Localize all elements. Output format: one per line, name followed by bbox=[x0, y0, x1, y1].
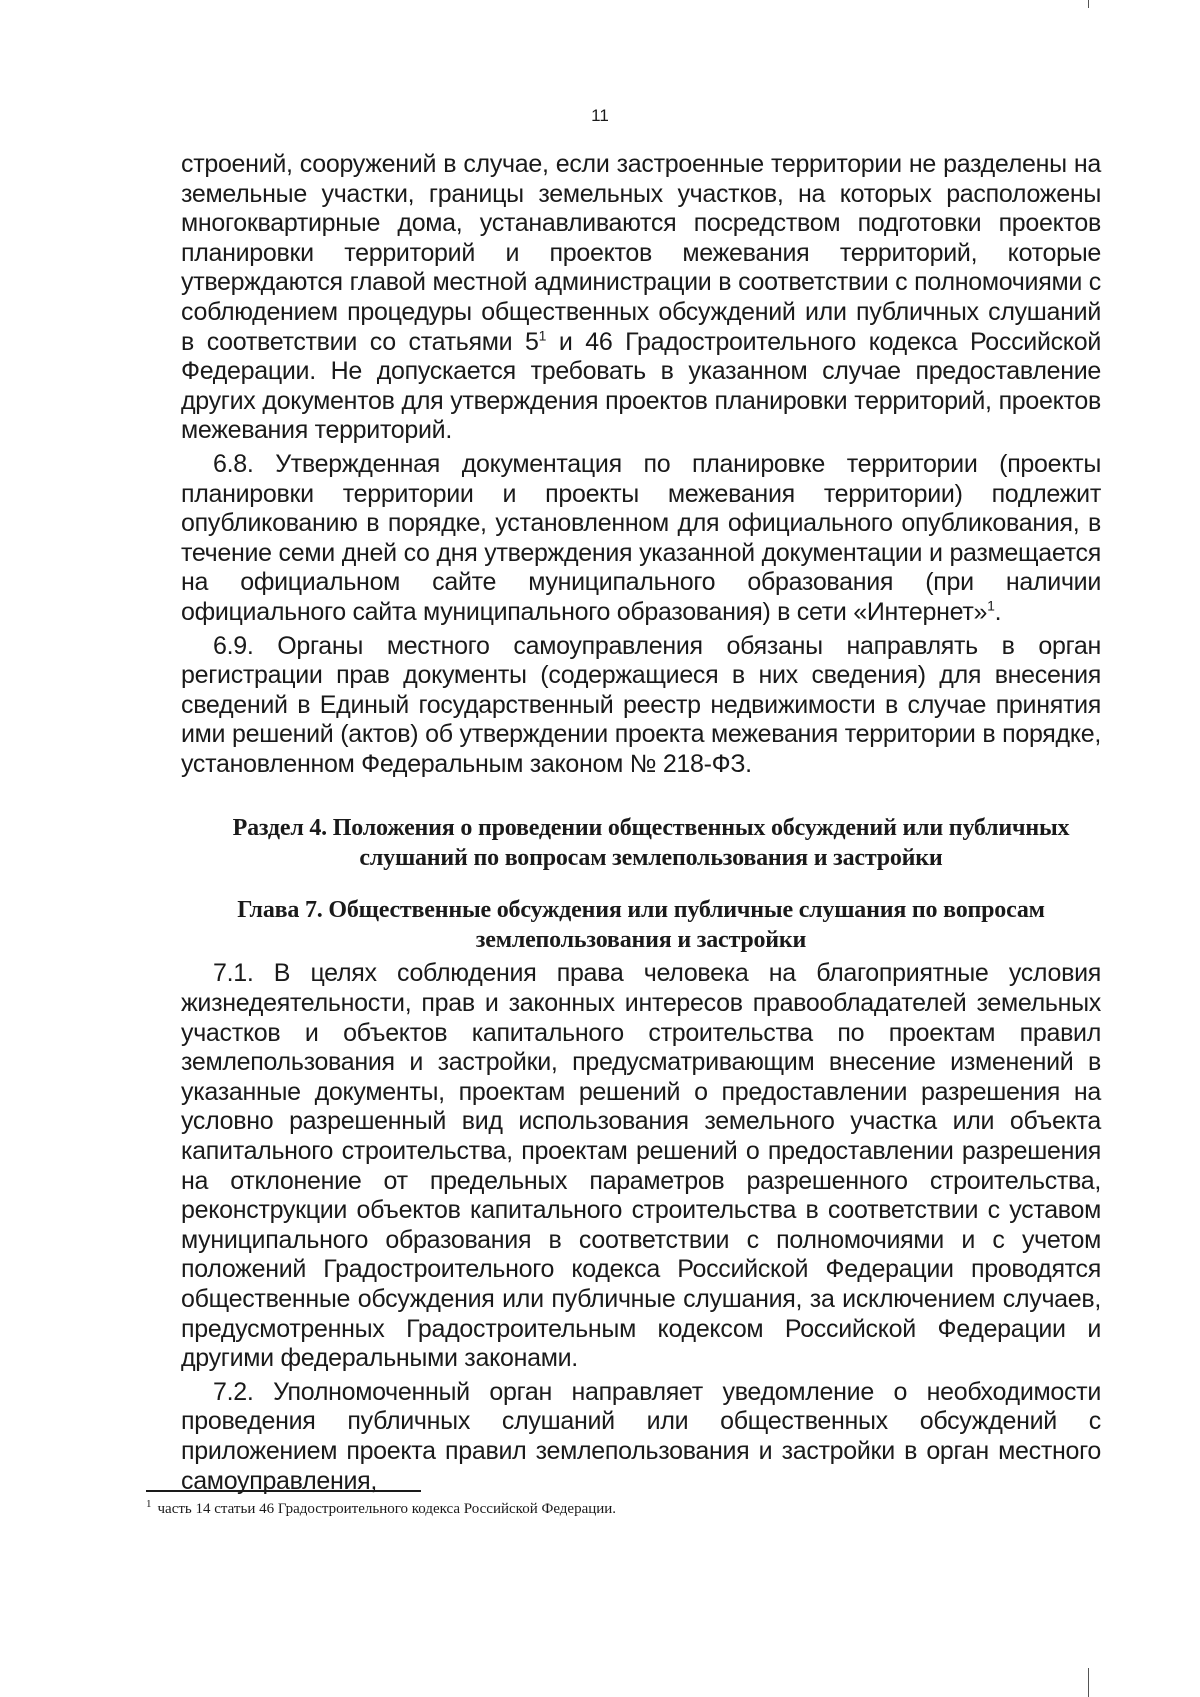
paragraph-text-tail: . bbox=[994, 597, 1002, 626]
footnote-reference: 1 bbox=[987, 597, 995, 614]
paragraph-7-2: 7.2. Уполномоченный орган направляет уведомление о необходимости проведения публичных слушаний или общественных обсуждений с приложением проекта правил землепользования и застройки в орган местного самоуправления, bbox=[181, 1377, 1101, 1495]
footnote bbox=[146, 1500, 616, 1518]
paragraph-text: 6.8. Утвержденная документация по планировке территории (проекты планировки территории и проекты межевания территории) подлежит опубликованию в порядке, установленном для официального опубликования, в течение семи дней со дня утверждения указанной документации и размещается на официальном сайте муниципального образования (при наличии официального сайта муниципального образования) в сети «Интернет» bbox=[181, 449, 1101, 626]
paragraph-6-9: 6.9. Органы местного самоуправления обязаны направлять в орган регистрации прав документы (содержащиеся в них сведения) для внесения сведений в Единый государственный реестр недвижимости в случае принятия ими решений (актов) об утверждении проекта межевания территории в порядке, установленном Федеральным законом № 218-ФЗ. bbox=[181, 631, 1101, 778]
scan-artifact bbox=[1088, 0, 1089, 8]
section-heading: Раздел 4. Положения о проведении общественных обсуждений или публичных слушаний по вопросам землепользования и застройки bbox=[232, 815, 1070, 872]
paragraph-7-1: 7.1. В целях соблюдения права человека на благоприятные условия жизнедеятельности, прав и законных интересов правообладателей земельных участков и объектов капитального строительства по проектам правил землепользования и застройки, предусматривающим внесение изменений в указанные документы, проектам решений о предоставлении разрешения на условно разрешенный вид использования земельного участка или объекта капитального строительства, проектам решений о предоставлении разрешения на отклонение от предельных параметров разрешенного строительства, реконструкции объектов капитального строительства в соответствии с уставом муниципального образования в соответствии с полномочиями и с учетом положений Градостроительного кодекса Российской Федерации проводятся общественные обсуждения или публичные слушания, за исключением случаев, предусмотренных Градостроительным кодексом Российской Федерации и другими федеральными законами. bbox=[181, 959, 1101, 1373]
paragraph-text: строений, сооружений в случае, если застроенные территории не разделены на земельные участки, границы земельных участков, на которых расположены многоквартирные дома, устанавливаются посредством подготовки проектов планировки территорий и проектов межевания территорий, которые утверждаются главой местной администрации в соответствии с полномочиями с соблюдением процедуры общественных обсуждений или публичных слушаний в соответствии со статьями 5 bbox=[181, 150, 1101, 356]
paragraph-continuation bbox=[181, 150, 1101, 446]
footnote-mark: 1 bbox=[146, 1498, 152, 1510]
page-number: 11 bbox=[591, 106, 609, 125]
paragraph-text-tail: и 46 Градостроительного кодекса Российской Федерации. Не допускается требовать в указанном случае предоставление других документов для утверждения проектов планировки территорий, проектов межевания территорий. bbox=[181, 327, 1101, 445]
footnote-text: часть 14 статьи 46 Градостроительного кодекса Российской Федерации. bbox=[157, 1501, 617, 1517]
document-body bbox=[181, 150, 1101, 1496]
footnote-reference: 1 bbox=[538, 327, 547, 344]
chapter-heading: Глава 7. Общественные обсуждения или публичные слушания по вопросам землепользования и застройки bbox=[237, 897, 1045, 954]
paragraph-6-8 bbox=[181, 450, 1101, 628]
scan-artifact bbox=[1088, 1668, 1089, 1697]
footnote-separator bbox=[146, 1490, 421, 1492]
